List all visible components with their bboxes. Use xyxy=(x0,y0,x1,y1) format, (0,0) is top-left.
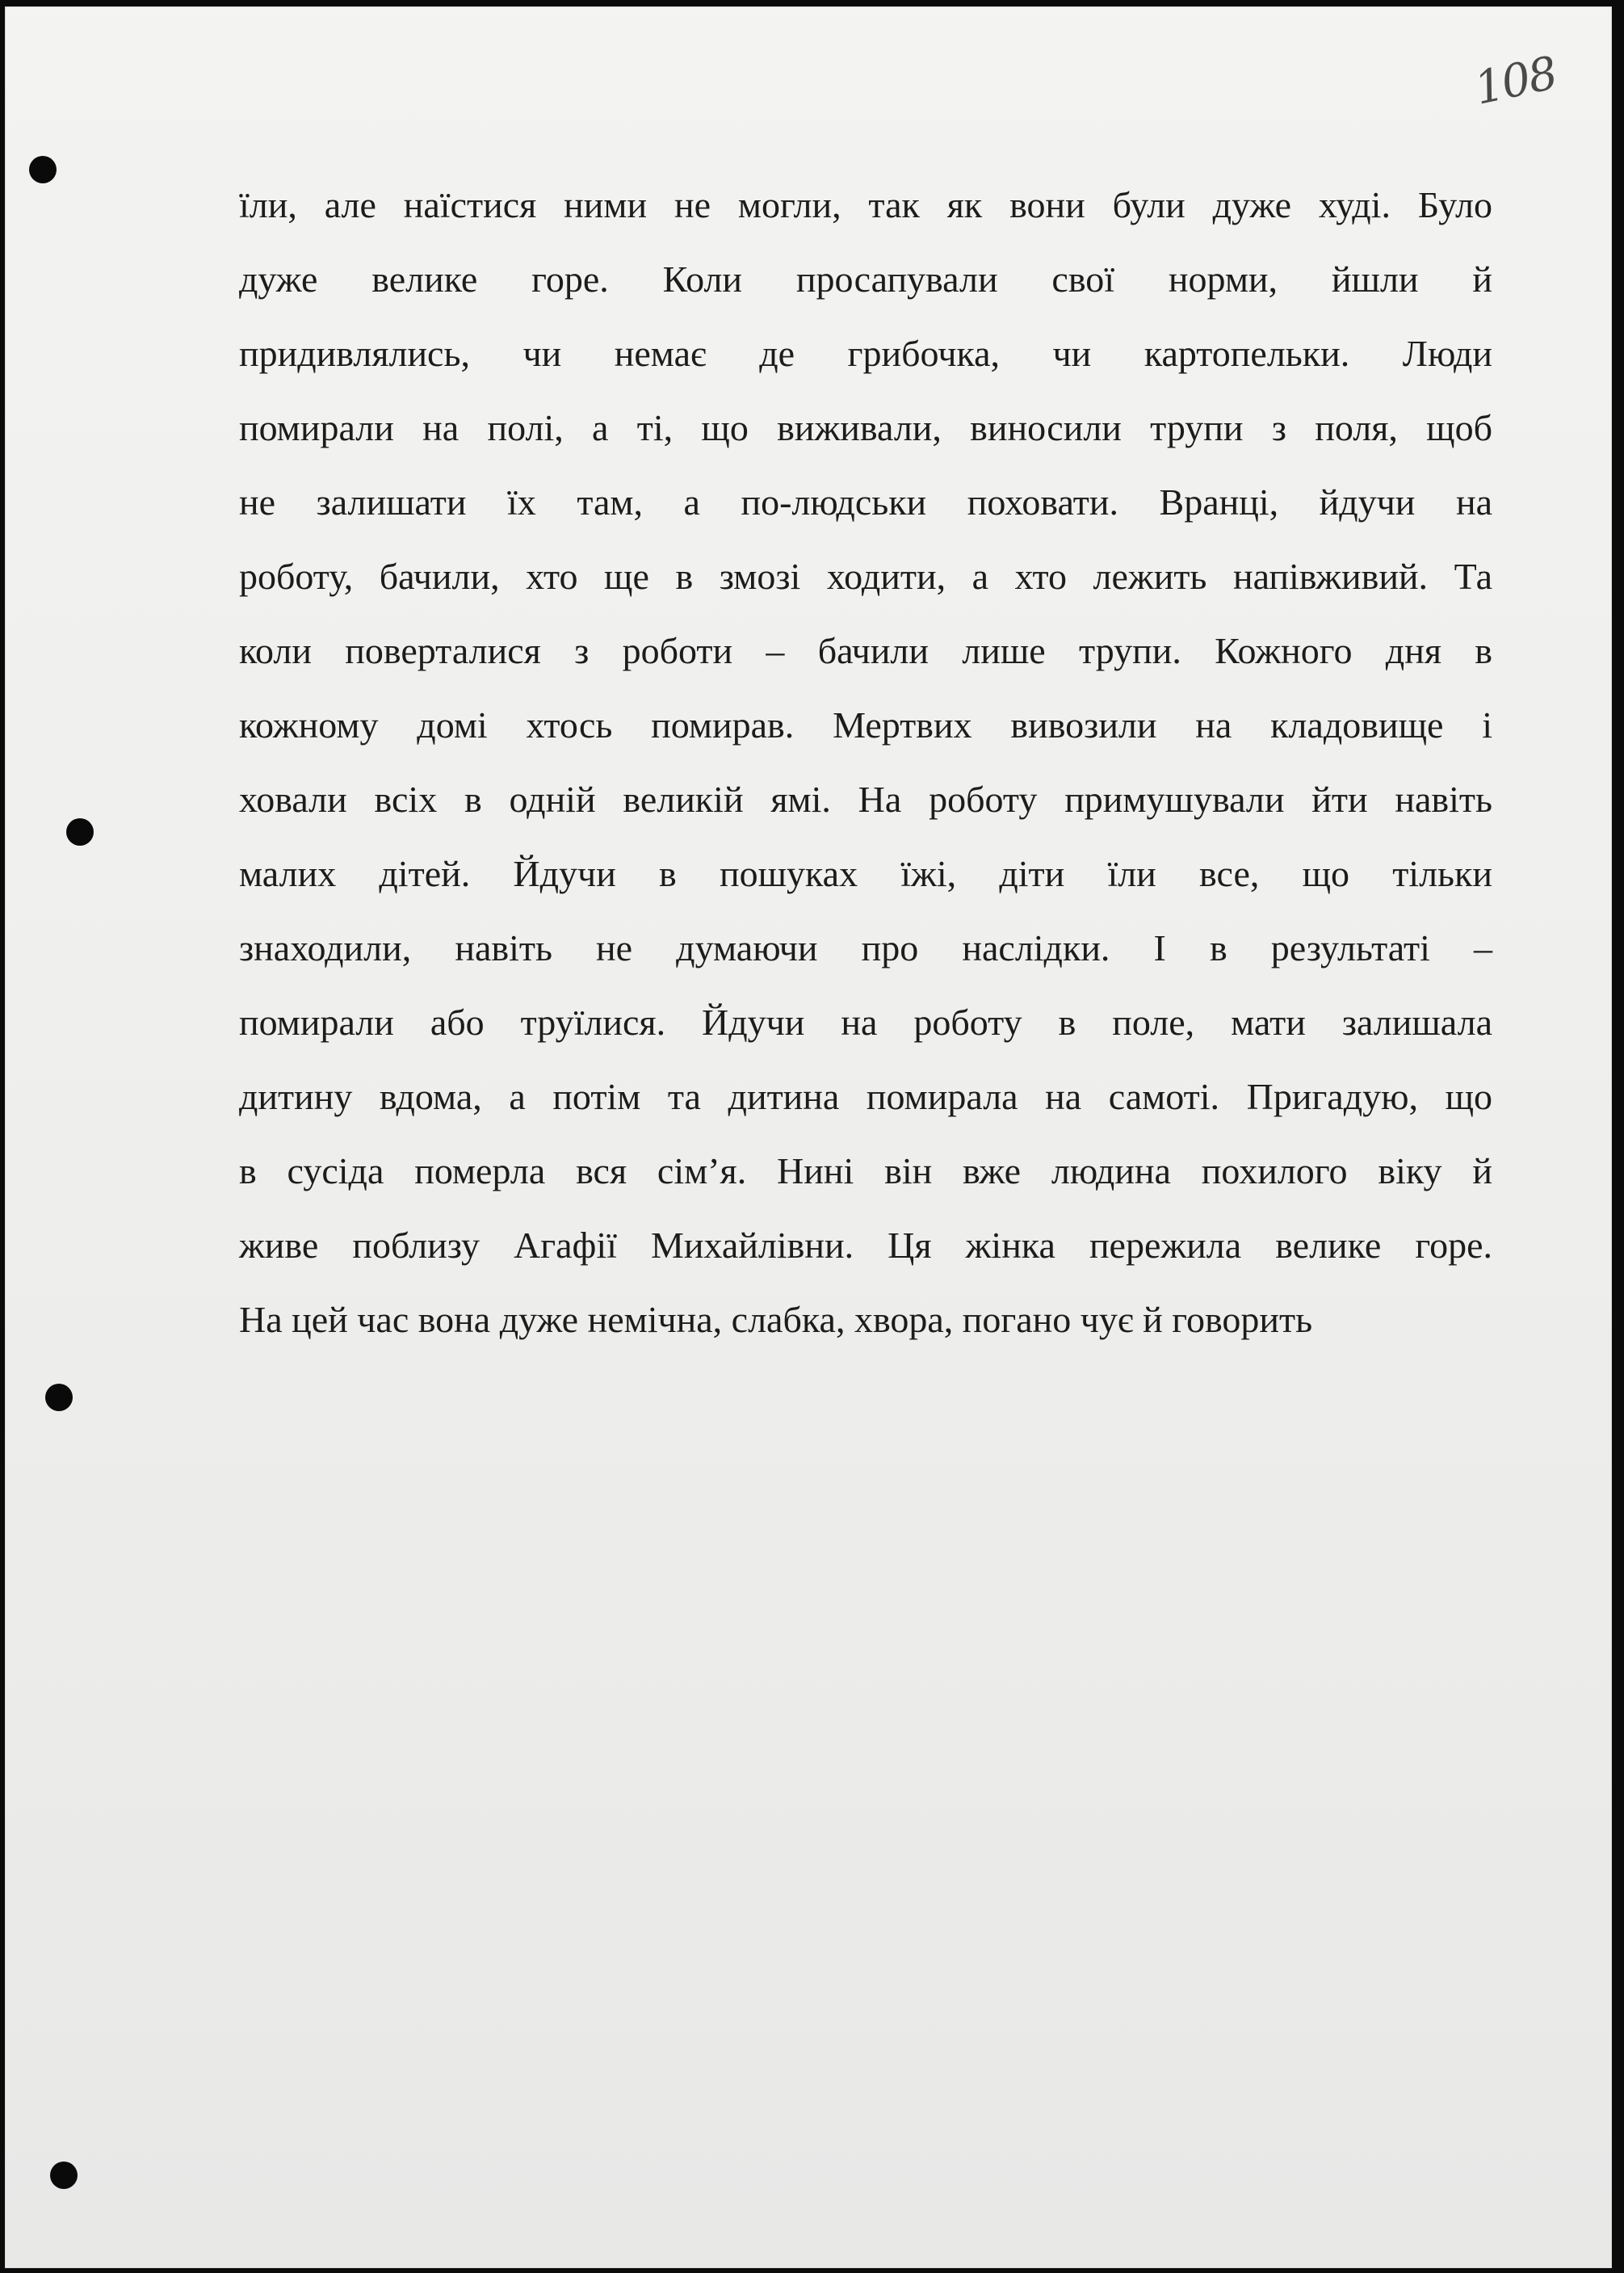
text-line: помирали на полі, а ті, що виживали, виносили трупи з поля, щоб xyxy=(239,407,1492,448)
document-page xyxy=(5,6,1612,2268)
text-line: їли, але наїстися ними не могли, так як вони були дуже худі. Було xyxy=(239,184,1492,225)
text-line: коли поверталися з роботи – бачили лише трупи. Кожного дня в xyxy=(239,630,1492,671)
text-line: в сусіда померла вся сім’я. Нині він вже людина похилого віку й xyxy=(239,1150,1492,1191)
punch-hole-2 xyxy=(66,818,94,846)
punch-hole-3 xyxy=(45,1384,73,1411)
text-line: помирали або труїлися. Йдучи на роботу в поле, мати залишала xyxy=(239,1002,1492,1043)
body-text xyxy=(239,168,1492,1357)
text-line: малих дітей. Йдучи в пошуках їжі, діти їли все, що тільки xyxy=(239,853,1492,894)
text-line: дуже велике горе. Коли просапували свої норми, йшли й xyxy=(239,258,1492,300)
text-line: роботу, бачили, хто ще в змозі ходити, а хто лежить напівживий. Та xyxy=(239,556,1492,597)
punch-hole-4 xyxy=(50,2162,78,2189)
handwritten-page-number: 108 xyxy=(1470,47,1561,116)
text-line: придивлялись, чи немає де грибочка, чи картопельки. Люди xyxy=(239,333,1492,374)
text-line: кожному домі хтось помирав. Мертвих вивозили на кладовище і xyxy=(239,704,1492,746)
text-line: ховали всіх в одній великій ямі. На роботу примушували йти навіть xyxy=(239,779,1492,820)
text-line: На цей час вона дуже немічна, слабка, хвора, погано чує й говорить xyxy=(239,1299,1313,1340)
text-line: дитину вдома, а потім та дитина помирала на самоті. Пригадую, що xyxy=(239,1076,1492,1117)
text-line: знаходили, навіть не думаючи про наслідки. І в результаті – xyxy=(239,927,1492,968)
punch-hole-1 xyxy=(29,156,57,183)
text-line: не залишати їх там, а по-людськи поховати. Вранці, йдучи на xyxy=(239,481,1492,523)
text-line: живе поблизу Агафії Михайлівни. Ця жінка пережила велике горе. xyxy=(239,1225,1492,1266)
